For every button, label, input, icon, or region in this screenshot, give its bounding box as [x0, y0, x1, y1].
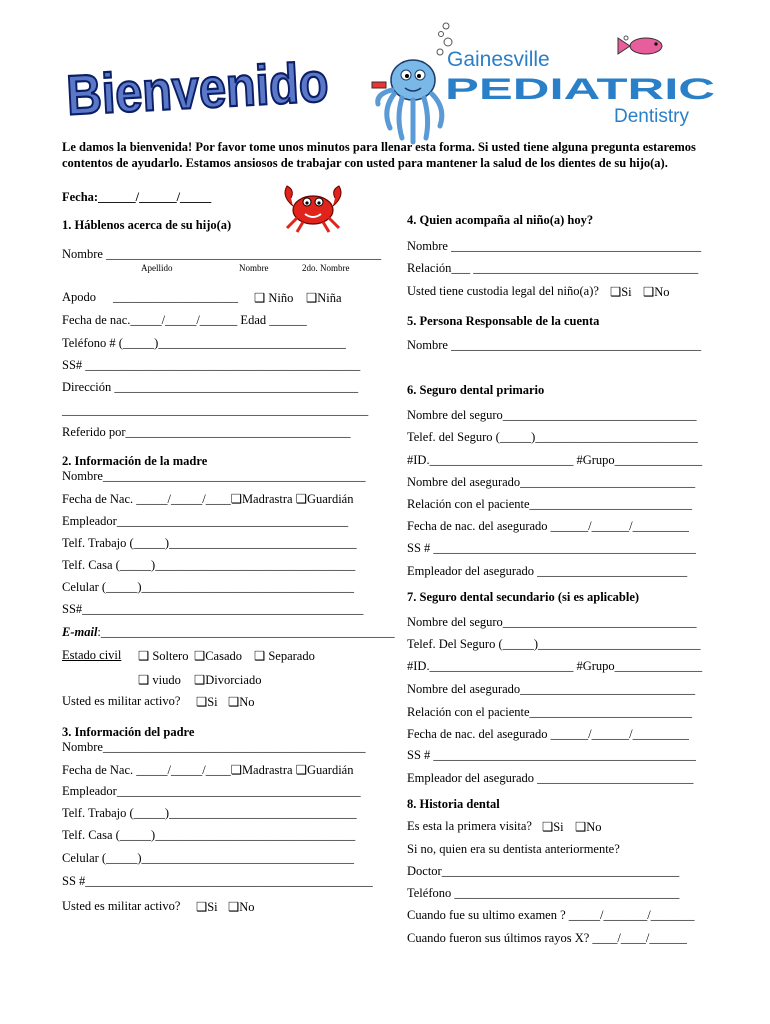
logo-gainesville: Gainesville — [447, 48, 550, 71]
father-home-phone-field[interactable]: Telf. Casa (_____)________________________________ — [62, 828, 356, 842]
companion-name-field[interactable]: Nombre ________________________________________ — [407, 239, 702, 253]
father-name-field[interactable]: Nombre__________________________________________ — [62, 740, 366, 754]
fish-icon — [614, 30, 670, 60]
father-employer-field[interactable]: Empleador_______________________________________ — [62, 784, 361, 798]
child-address-field[interactable]: Dirección _______________________________________ — [62, 380, 359, 394]
secondary-insurance-phone[interactable]: Telef. Del Seguro (_____)__________________________ — [407, 637, 701, 651]
father-birth-field[interactable]: Fecha de Nac. _____/_____/____❑Madrastra ❑Guardián — [62, 763, 354, 777]
bienvenido-title — [64, 40, 370, 127]
casado-option[interactable]: ❑Casado — [194, 649, 243, 663]
logo-pediatric — [445, 73, 715, 106]
mother-home-phone-field[interactable]: Telf. Casa (_____)________________________________ — [62, 558, 356, 572]
checkbox-icon[interactable]: ❑ — [295, 492, 307, 506]
primary-insured-name[interactable]: Nombre del asegurado____________________________ — [407, 475, 696, 489]
section-4-title: 4. Quien acompaña al niño(a) hoy? — [407, 213, 594, 227]
section-3-title: 3. Información del padre — [62, 725, 195, 739]
primary-relation[interactable]: Relación con el paciente__________________________ — [407, 497, 693, 511]
checkbox-icon[interactable]: ❑ — [254, 291, 266, 305]
dentist-phone-field[interactable]: Teléfono ____________________________________ — [407, 886, 680, 900]
checkbox-icon[interactable]: ❑ — [295, 763, 307, 777]
previous-dentist-question: Si no, quien era su dentista anteriormente? — [407, 842, 620, 856]
last-xray-field[interactable]: Cuando fueron sus últimos rayos X? ____/____/______ — [407, 931, 687, 945]
secondary-insurance-id[interactable]: #ID._______________________ #Grupo______________ — [407, 659, 703, 673]
mother-cell-field[interactable]: Celular (_____)__________________________________ — [62, 580, 354, 594]
mother-name-field[interactable]: Nombre__________________________________________ — [62, 469, 366, 483]
checkbox-icon[interactable]: ❑ — [228, 900, 240, 914]
first-visit-si[interactable]: ❑Si — [542, 820, 564, 834]
section-7-title: 7. Seguro dental secundario (si es aplicable) — [407, 590, 640, 604]
mother-birth-field[interactable]: Fecha de Nac. _____/_____/____❑Madrastra ❑Guardián — [62, 492, 354, 506]
checkbox-icon[interactable]: ❑ — [138, 649, 150, 663]
secondary-insured-employer[interactable]: Empleador del asegurado _________________________ — [407, 771, 694, 785]
doctor-field[interactable]: Doctor______________________________________ — [407, 864, 680, 878]
logo-dentistry: Dentistry — [614, 106, 689, 127]
crab-icon — [275, 178, 351, 234]
fecha-field[interactable]: Fecha:______/______/_____ — [62, 190, 212, 204]
checkbox-icon[interactable]: ❑ — [194, 673, 206, 687]
nina-option[interactable]: ❑Niña — [306, 291, 342, 305]
child-name-field[interactable]: Nombre ____________________________________________ — [62, 247, 382, 261]
bienvenido-title-text: Bienvenido — [64, 47, 370, 127]
primary-insured-employer[interactable]: Empleador del asegurado ________________________ — [407, 564, 688, 578]
checkbox-icon[interactable]: ❑ — [542, 820, 554, 834]
father-military-si[interactable]: ❑Si — [196, 900, 218, 914]
nino-option[interactable]: ❑ Niño — [254, 291, 294, 305]
child-phone-field[interactable]: Teléfono # (_____)______________________________ — [62, 336, 346, 350]
father-cell-field[interactable]: Celular (_____)__________________________________ — [62, 851, 354, 865]
checkbox-icon[interactable]: ❑ — [194, 649, 206, 663]
last-exam-field[interactable]: Cuando fue su ultimo examen ? _____/_______/_______ — [407, 908, 695, 922]
referido-field[interactable]: Referido por____________________________________ — [62, 425, 351, 439]
child-address-line2[interactable]: _________________________________________________ — [62, 403, 369, 417]
father-military-question: Usted es militar activo? — [62, 899, 181, 913]
primary-insured-ss[interactable]: SS # __________________________________________ — [407, 541, 696, 555]
secondary-relation[interactable]: Relación con el paciente__________________________ — [407, 705, 693, 719]
section-5-title: 5. Persona Responsable de la cuenta — [407, 314, 600, 328]
checkbox-icon[interactable]: ❑ — [230, 492, 242, 506]
father-ss-field[interactable]: SS #______________________________________________ — [62, 874, 373, 888]
checkbox-icon[interactable]: ❑ — [254, 649, 266, 663]
checkbox-icon[interactable]: ❑ — [643, 285, 655, 299]
primary-insurance-id[interactable]: #ID._______________________ #Grupo______________ — [407, 453, 703, 467]
viudo-option[interactable]: ❑ viudo — [138, 673, 181, 687]
section-8-title: 8. Historia dental — [407, 797, 500, 811]
mother-ss-field[interactable]: SS#_____________________________________________ — [62, 602, 364, 616]
child-ss-field[interactable]: SS# ____________________________________________ — [62, 358, 361, 372]
secondary-insurance-name[interactable]: Nombre del seguro_______________________________ — [407, 615, 697, 629]
apodo-field[interactable]: ____________________ — [113, 290, 238, 304]
father-work-phone-field[interactable]: Telf. Trabajo (_____)______________________________ — [62, 806, 357, 820]
first-visit-question: Es esta la primera visita? — [407, 819, 532, 833]
child-birth-field[interactable]: Fecha de nac._____/_____/______ Edad ______ — [62, 313, 307, 327]
primary-insurance-name[interactable]: Nombre del seguro_______________________________ — [407, 408, 697, 422]
mother-military-question: Usted es militar activo? — [62, 694, 181, 708]
section-1-title: 1. Háblenos acerca de su hijo(a) — [62, 218, 232, 232]
logo-pediatric-text: PEDIATRIC — [445, 73, 715, 106]
checkbox-icon[interactable]: ❑ — [230, 763, 242, 777]
section-6-title: 6. Seguro dental primario — [407, 383, 545, 397]
secondary-insured-birth[interactable]: Fecha de nac. del asegurado ______/______/_________ — [407, 727, 689, 741]
section-2-title: 2. Información de la madre — [62, 454, 208, 468]
mother-work-phone-field[interactable]: Telf. Trabajo (_____)______________________________ — [62, 536, 357, 550]
mother-email-field[interactable]: E-mail:_______________________________________________ — [62, 625, 395, 639]
primary-insured-birth[interactable]: Fecha de nac. del asegurado ______/______/_________ — [407, 519, 689, 533]
sub-apellido: Apellido — [141, 263, 173, 273]
mother-employer-field[interactable]: Empleador_____________________________________ — [62, 514, 349, 528]
checkbox-icon[interactable]: ❑ — [196, 695, 208, 709]
estado-civil-label: Estado civil — [62, 648, 122, 662]
custody-si[interactable]: ❑Si — [610, 285, 632, 299]
checkbox-icon[interactable]: ❑ — [306, 291, 318, 305]
sub-nombre: Nombre — [239, 263, 269, 273]
primary-insurance-phone[interactable]: Telef. del Seguro (_____)__________________________ — [407, 430, 698, 444]
first-visit-no[interactable]: ❑No — [575, 820, 602, 834]
custody-no[interactable]: ❑No — [643, 285, 670, 299]
secondary-insured-name[interactable]: Nombre del asegurado____________________________ — [407, 682, 696, 696]
checkbox-icon[interactable]: ❑ — [610, 285, 622, 299]
separado-option[interactable]: ❑ Separado — [254, 649, 315, 663]
checkbox-icon[interactable]: ❑ — [196, 900, 208, 914]
apodo-label: Apodo — [62, 290, 97, 304]
checkbox-icon[interactable]: ❑ — [228, 695, 240, 709]
intro-text: Le damos la bienvenida! Por favor tome unos minutos para llenar esta forma. Si usted tiene alguna pregunta estaremos contentos de ayudarlo. Estamos ansiosos de trabajar con usted para mantener la salud de los dientes de su hijo(a). — [62, 140, 696, 170]
sub-2do-nombre: 2do. Nombre — [302, 263, 350, 273]
mother-military-no[interactable]: ❑No — [228, 695, 255, 709]
mother-military-si[interactable]: ❑Si — [196, 695, 218, 709]
checkbox-icon[interactable]: ❑ — [575, 820, 587, 834]
checkbox-icon[interactable]: ❑ — [138, 673, 150, 687]
custody-question: Usted tiene custodia legal del niño(a)? — [407, 284, 599, 298]
companion-relation-field[interactable]: Relación___ ____________________________________ — [407, 261, 699, 275]
secondary-insured-ss[interactable]: SS # __________________________________________ — [407, 748, 696, 762]
responsible-name-field[interactable]: Nombre ________________________________________ — [407, 338, 702, 352]
father-military-no[interactable]: ❑No — [228, 900, 255, 914]
divorciado-option[interactable]: ❑Divorciado — [194, 673, 262, 687]
soltero-option[interactable]: ❑ Soltero — [138, 649, 189, 663]
